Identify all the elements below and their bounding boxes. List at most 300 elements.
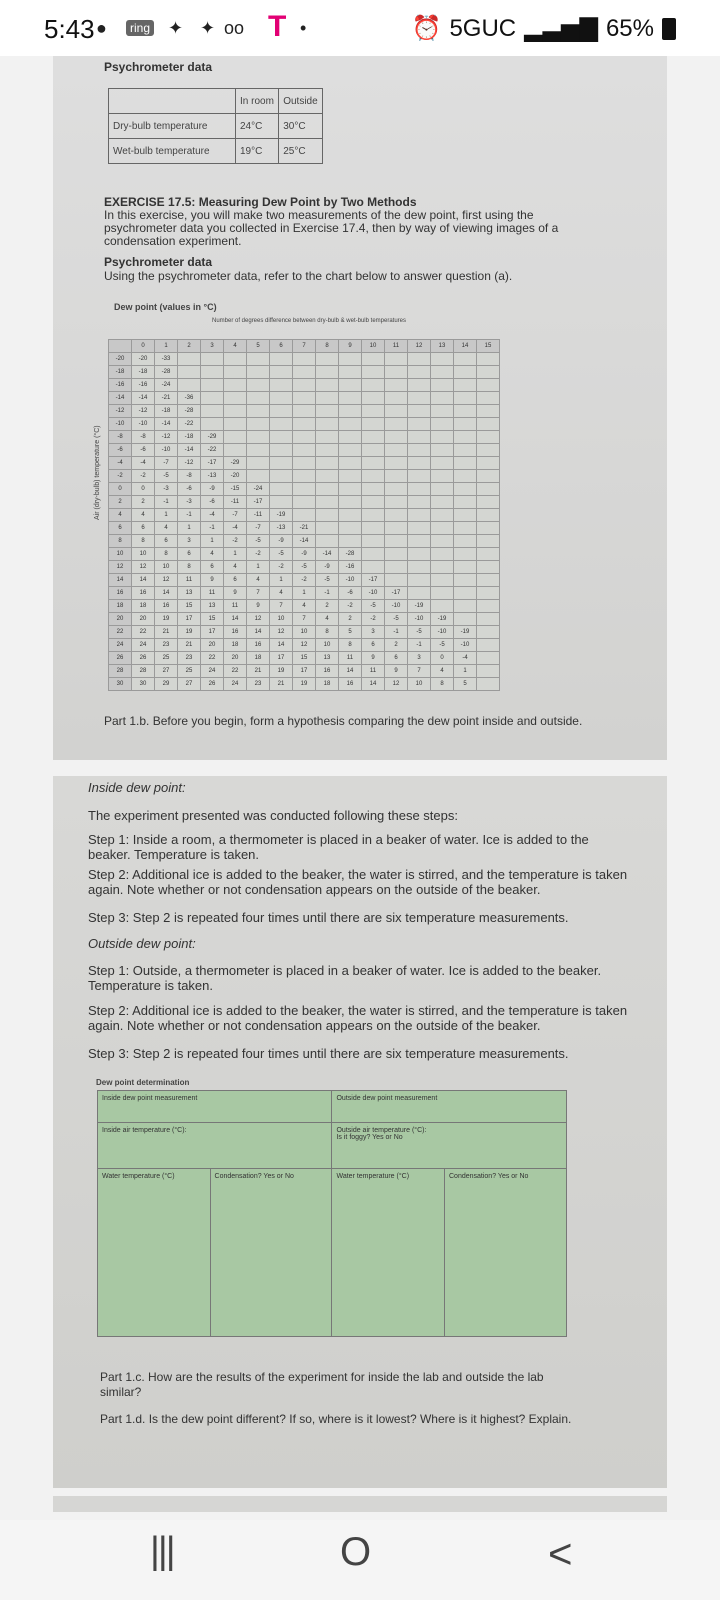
chart-cell — [431, 470, 454, 483]
chart-cell — [339, 470, 362, 483]
chart-cell — [408, 431, 431, 444]
chart-cell — [431, 587, 454, 600]
chart-cell — [385, 509, 408, 522]
chart-cell: 6 — [362, 639, 385, 652]
chart-cell: 9 — [247, 600, 270, 613]
messenger-icon: ● — [96, 18, 107, 38]
chart-cell: 11 — [224, 600, 247, 613]
chart-cell — [270, 405, 293, 418]
chart-column-header: 6 — [270, 340, 293, 353]
chart-column-header: 11 — [385, 340, 408, 353]
table-cell: Dry-bulb temperature — [109, 114, 236, 139]
table-cell: 24°C — [236, 114, 279, 139]
chart-cell — [316, 444, 339, 457]
chart-row — [109, 639, 500, 652]
table-row — [109, 139, 323, 164]
chart-cell — [270, 470, 293, 483]
chart-cell: 11 — [362, 665, 385, 678]
chart-cell — [270, 444, 293, 457]
chart-cell — [477, 405, 500, 418]
chart-cell: 8 — [155, 548, 178, 561]
chart-row-header: 20 — [109, 613, 132, 626]
chart-cell: 21 — [270, 678, 293, 691]
chart-cell — [385, 353, 408, 366]
chart-cell: 4 — [293, 600, 316, 613]
chart-cell: 14 — [224, 613, 247, 626]
chart-cell: -6 — [339, 587, 362, 600]
chart-cell — [454, 561, 477, 574]
chart-cell: 4 — [247, 574, 270, 587]
chart-cell — [477, 587, 500, 600]
chart-cell: 14 — [362, 678, 385, 691]
chart-cell: 1 — [454, 665, 477, 678]
chart-cell — [408, 574, 431, 587]
outside-measure-cell: Outside dew point measurement — [332, 1091, 567, 1123]
chart-cell — [293, 405, 316, 418]
dew-heading: Dew point determination — [96, 1078, 190, 1087]
chart-cell: 25 — [178, 665, 201, 678]
chart-cell: -1 — [178, 509, 201, 522]
table-cell: Outside — [279, 89, 323, 114]
outside-step-1: Step 1: Outside, a thermometer is placed in a beaker of water. Ice is added to the beaker. Temperature is taken. — [88, 963, 602, 993]
inside-water-temp-cell[interactable]: Water temperature (°C) — [98, 1169, 211, 1337]
psy-subheading: Psychrometer data — [104, 255, 213, 269]
chart-cell — [431, 574, 454, 587]
chart-corner-cell — [109, 340, 132, 353]
signal-icon: ▂▃▅▇ — [524, 15, 598, 42]
psychrometer-table — [108, 88, 323, 164]
chart-cell: 0 — [431, 652, 454, 665]
chart-cell — [201, 418, 224, 431]
chart-cell — [270, 418, 293, 431]
chart-row-header: 26 — [109, 652, 132, 665]
chart-cell — [316, 483, 339, 496]
chart-cell: 5 — [339, 626, 362, 639]
chart-cell — [270, 496, 293, 509]
chart-row-header: 18 — [109, 600, 132, 613]
chart-cell: 0 — [132, 483, 155, 496]
chart-cell: -10 — [385, 600, 408, 613]
chart-cell — [293, 509, 316, 522]
psy-text: Using the psychrometer data, refer to the chart below to answer question (a). — [104, 269, 513, 283]
chart-cell: 4 — [201, 548, 224, 561]
chart-cell: -8 — [132, 431, 155, 444]
chart-cell: 20 — [201, 639, 224, 652]
battery-icon — [662, 18, 676, 40]
chart-cell: -1 — [201, 522, 224, 535]
chart-cell: 23 — [178, 652, 201, 665]
chart-cell: 11 — [201, 587, 224, 600]
chart-cell: 3 — [362, 626, 385, 639]
chart-cell: -22 — [178, 418, 201, 431]
chart-cell — [362, 431, 385, 444]
chart-cell: -20 — [132, 353, 155, 366]
chart-cell — [224, 418, 247, 431]
chart-cell — [408, 522, 431, 535]
chart-row-header: -6 — [109, 444, 132, 457]
chart-cell — [454, 483, 477, 496]
chart-cell: 27 — [155, 665, 178, 678]
chart-cell — [224, 366, 247, 379]
chart-cell: -14 — [155, 418, 178, 431]
chart-cell — [454, 522, 477, 535]
chart-cell: -19 — [431, 613, 454, 626]
battery-label: 65% — [605, 14, 654, 42]
chart-cell — [431, 561, 454, 574]
chart-cell — [362, 509, 385, 522]
chart-cell — [431, 366, 454, 379]
chart-cell: -10 — [454, 639, 477, 652]
part-1c: Part 1.c. How are the results of the experiment for inside the lab and outside the lab similar? — [100, 1370, 544, 1399]
chart-cell — [454, 418, 477, 431]
chart-cell — [431, 483, 454, 496]
chart-cell: -5 — [270, 548, 293, 561]
chart-cell: 22 — [201, 652, 224, 665]
chart-cell: 3 — [178, 535, 201, 548]
chart-cell: -1 — [316, 587, 339, 600]
chart-cell: -28 — [178, 405, 201, 418]
photo-worksheet-3[interactable] — [53, 1496, 667, 1512]
chart-cell: -6 — [132, 444, 155, 457]
chart-cell — [339, 418, 362, 431]
chart-column-header: 3 — [201, 340, 224, 353]
chart-row-header: -2 — [109, 470, 132, 483]
chart-cell — [316, 535, 339, 548]
chart-cell: 7 — [270, 600, 293, 613]
chart-cell — [339, 509, 362, 522]
chart-cell — [247, 431, 270, 444]
chart-column-header: 10 — [362, 340, 385, 353]
chart-cell: 26 — [132, 652, 155, 665]
chart-cell — [224, 353, 247, 366]
chart-cell: -10 — [339, 574, 362, 587]
chart-cell — [431, 379, 454, 392]
chart-cell — [247, 418, 270, 431]
chart-cell: 10 — [408, 678, 431, 691]
chart-cell: -2 — [247, 548, 270, 561]
chart-cell — [385, 431, 408, 444]
chart-cell: 6 — [132, 522, 155, 535]
chart-cell: -7 — [155, 457, 178, 470]
chart-cell — [385, 366, 408, 379]
chart-cell: -6 — [178, 483, 201, 496]
recents-button[interactable]: ||| — [150, 1530, 174, 1572]
chart-cell: 1 — [201, 535, 224, 548]
chart-cell — [247, 366, 270, 379]
chart-cell: -14 — [316, 548, 339, 561]
chart-cell — [408, 483, 431, 496]
chart-cell — [477, 483, 500, 496]
status-time: 5:43 — [44, 14, 95, 44]
chart-cell: 15 — [201, 613, 224, 626]
chart-cell — [454, 366, 477, 379]
chart-cell — [339, 366, 362, 379]
chart-row — [109, 613, 500, 626]
chart-cell: -10 — [362, 587, 385, 600]
chart-cell — [316, 470, 339, 483]
chart-cell — [247, 457, 270, 470]
chart-cell: -10 — [431, 626, 454, 639]
chart-column-header: 9 — [339, 340, 362, 353]
chart-row-header: 0 — [109, 483, 132, 496]
chart-cell — [247, 470, 270, 483]
chart-column-header: 8 — [316, 340, 339, 353]
navigation-bar — [0, 1520, 720, 1600]
outside-water-temp-cell[interactable]: Water temperature (°C) — [332, 1169, 445, 1337]
chart-cell: 1 — [247, 561, 270, 574]
chart-cell: -2 — [362, 613, 385, 626]
chart-cell: 27 — [178, 678, 201, 691]
chart-cell — [362, 444, 385, 457]
chart-cell: 1 — [155, 509, 178, 522]
chart-cell — [454, 431, 477, 444]
exercise-text: In this exercise, you will make two measurements of the dew point, first using the psychrometer data you collected in Exercise 17.4, then by way of viewing images of a condensation experiment. — [104, 208, 559, 248]
chart-cell: 14 — [155, 587, 178, 600]
chart-row — [109, 600, 500, 613]
chart-cell: -21 — [155, 392, 178, 405]
intro-text: The experiment presented was conducted following these steps: — [88, 808, 458, 823]
chart-cell — [408, 366, 431, 379]
dew-determination-table — [97, 1090, 567, 1337]
chart-cell: -1 — [408, 639, 431, 652]
chart-cell: -11 — [224, 496, 247, 509]
chart-cell — [339, 392, 362, 405]
chart-cell — [454, 353, 477, 366]
chart-cell — [477, 600, 500, 613]
chart-cell: -2 — [270, 561, 293, 574]
chart-column-header: 13 — [431, 340, 454, 353]
home-button[interactable]: O — [340, 1530, 372, 1574]
chart-row-header: -10 — [109, 418, 132, 431]
chart-cell — [293, 496, 316, 509]
chart-cell: -1 — [155, 496, 178, 509]
chart-cell — [316, 522, 339, 535]
chart-cell — [224, 392, 247, 405]
chart-cell — [408, 561, 431, 574]
chart-cell: 12 — [270, 626, 293, 639]
table-cell: 25°C — [279, 139, 323, 164]
chart-cell: 16 — [155, 600, 178, 613]
chart-cell: 28 — [132, 665, 155, 678]
chart-cell — [477, 548, 500, 561]
table-row — [109, 114, 323, 139]
chart-cell: 15 — [293, 652, 316, 665]
chart-cell: 23 — [247, 678, 270, 691]
chart-cell — [362, 548, 385, 561]
chart-cell — [454, 470, 477, 483]
chart-cell — [247, 353, 270, 366]
chart-cell — [247, 405, 270, 418]
chart-cell: 8 — [339, 639, 362, 652]
psychrometer-heading: Psychrometer data — [104, 60, 213, 74]
chart-cell: -4 — [224, 522, 247, 535]
chart-row — [109, 561, 500, 574]
chart-cell — [224, 444, 247, 457]
chart-row-header: 24 — [109, 639, 132, 652]
chart-cell: -2 — [132, 470, 155, 483]
outside-condensation-cell[interactable]: Condensation? Yes or No — [445, 1169, 567, 1337]
chart-row — [109, 626, 500, 639]
chart-cell: 12 — [247, 613, 270, 626]
chart-cell: 11 — [178, 574, 201, 587]
chart-cell: -21 — [293, 522, 316, 535]
chart-cell — [362, 379, 385, 392]
chart-cell — [316, 392, 339, 405]
chart-cell — [385, 574, 408, 587]
chart-column-header: 7 — [293, 340, 316, 353]
chart-cell — [385, 418, 408, 431]
chart-cell: 1 — [270, 574, 293, 587]
chart-cell — [316, 496, 339, 509]
chart-cell — [339, 379, 362, 392]
chart-cell: -5 — [362, 600, 385, 613]
chart-cell: 14 — [339, 665, 362, 678]
outside-air-label: Outside air temperature (°C): — [336, 1127, 427, 1134]
chart-cell: -19 — [454, 626, 477, 639]
chart-row — [109, 392, 500, 405]
chart-cell: -12 — [132, 405, 155, 418]
chart-cell: 30 — [132, 678, 155, 691]
chart-cell — [454, 379, 477, 392]
chart-cell: 19 — [293, 678, 316, 691]
alarm-icon: ⏰ — [411, 15, 442, 42]
chart-cell — [431, 457, 454, 470]
chart-cell — [362, 561, 385, 574]
chart-axis-label: Air (dry-bulb) temperature (°C) — [94, 425, 101, 520]
chart-cell — [431, 444, 454, 457]
chart-cell — [385, 379, 408, 392]
chart-cell — [454, 613, 477, 626]
chart-row-header: 4 — [109, 509, 132, 522]
chart-column-header: 14 — [454, 340, 477, 353]
status-bar — [0, 0, 720, 56]
chart-cell: 18 — [132, 600, 155, 613]
chart-cell: -11 — [247, 509, 270, 522]
chart-cell: 6 — [201, 561, 224, 574]
chart-cell — [362, 392, 385, 405]
chart-cell — [431, 431, 454, 444]
chart-cell: -1 — [385, 626, 408, 639]
chart-cell: 4 — [132, 509, 155, 522]
chart-cell: 5 — [454, 678, 477, 691]
chart-cell: -17 — [201, 457, 224, 470]
chart-cell: 13 — [201, 600, 224, 613]
chart-row-header: 14 — [109, 574, 132, 587]
table-cell: 19°C — [236, 139, 279, 164]
chart-row — [109, 548, 500, 561]
chart-cell: -28 — [339, 548, 362, 561]
chart-cell — [270, 457, 293, 470]
chart-cell: -33 — [155, 353, 178, 366]
chart-cell — [316, 509, 339, 522]
chart-cell — [293, 444, 316, 457]
chart-cell — [408, 418, 431, 431]
chart-column-header: 0 — [132, 340, 155, 353]
chart-cell: -9 — [201, 483, 224, 496]
chart-cell — [454, 587, 477, 600]
chart-cell — [431, 548, 454, 561]
chart-cell — [293, 431, 316, 444]
chart-cell — [224, 379, 247, 392]
chart-cell: 8 — [431, 678, 454, 691]
chart-cell: -17 — [362, 574, 385, 587]
chart-cell — [339, 405, 362, 418]
inside-condensation-cell[interactable]: Condensation? Yes or No — [210, 1169, 332, 1337]
chart-cell — [477, 678, 500, 691]
chart-cell: 4 — [316, 613, 339, 626]
chart-cell — [224, 431, 247, 444]
chart-cell — [201, 392, 224, 405]
chart-cell: 18 — [224, 639, 247, 652]
chart-cell: -7 — [224, 509, 247, 522]
chart-cell: -24 — [155, 379, 178, 392]
voicemail-icon: oo — [224, 18, 245, 38]
inside-step-3: Step 3: Step 2 is repeated four times until there are six temperature measurements. — [88, 910, 569, 925]
chart-cell: 10 — [293, 626, 316, 639]
chart-cell: 9 — [201, 574, 224, 587]
chart-cell: -5 — [431, 639, 454, 652]
chart-cell: 17 — [178, 613, 201, 626]
chart-cell: -18 — [178, 431, 201, 444]
chart-row-header: 16 — [109, 587, 132, 600]
chart-cell — [477, 366, 500, 379]
back-button[interactable]: < — [548, 1530, 573, 1577]
foggy-label: Is it foggy? Yes or No — [336, 1134, 403, 1141]
chart-cell: 6 — [155, 535, 178, 548]
outside-step-3: Step 3: Step 2 is repeated four times until there are six temperature measurements. — [88, 1046, 569, 1061]
chart-cell: -12 — [155, 431, 178, 444]
chart-row — [109, 678, 500, 691]
chart-cell — [431, 535, 454, 548]
tmobile-logo: T — [268, 10, 287, 43]
chart-cell — [201, 405, 224, 418]
chart-column-header: 1 — [155, 340, 178, 353]
table-cell: Wet-bulb temperature — [109, 139, 236, 164]
chart-row — [109, 431, 500, 444]
chart-cell: 8 — [132, 535, 155, 548]
chart-cell — [454, 496, 477, 509]
chart-cell: -17 — [385, 587, 408, 600]
inside-measure-cell: Inside dew point measurement — [98, 1091, 332, 1123]
chart-cell — [339, 353, 362, 366]
chart-row-header: -14 — [109, 392, 132, 405]
chart-cell — [293, 379, 316, 392]
table-cell: 30°C — [279, 114, 323, 139]
chart-cell — [408, 353, 431, 366]
chart-cell: 9 — [385, 665, 408, 678]
chart-row-header: 6 — [109, 522, 132, 535]
chart-cell — [477, 457, 500, 470]
chart-cell — [339, 535, 362, 548]
chart-cell — [477, 379, 500, 392]
chart-cell: 10 — [132, 548, 155, 561]
chart-cell — [385, 548, 408, 561]
chart-cell — [477, 522, 500, 535]
chart-cell — [316, 366, 339, 379]
chart-cell — [362, 366, 385, 379]
chart-cell: 3 — [408, 652, 431, 665]
chart-cell — [408, 379, 431, 392]
chart-cell — [339, 444, 362, 457]
chart-row-header: 8 — [109, 535, 132, 548]
chart-cell: 18 — [247, 652, 270, 665]
chart-cell — [477, 509, 500, 522]
chart-cell — [316, 379, 339, 392]
chart-column-header: 2 — [178, 340, 201, 353]
chart-cell: -4 — [201, 509, 224, 522]
chart-cell: 14 — [270, 639, 293, 652]
chart-cell: 24 — [201, 665, 224, 678]
